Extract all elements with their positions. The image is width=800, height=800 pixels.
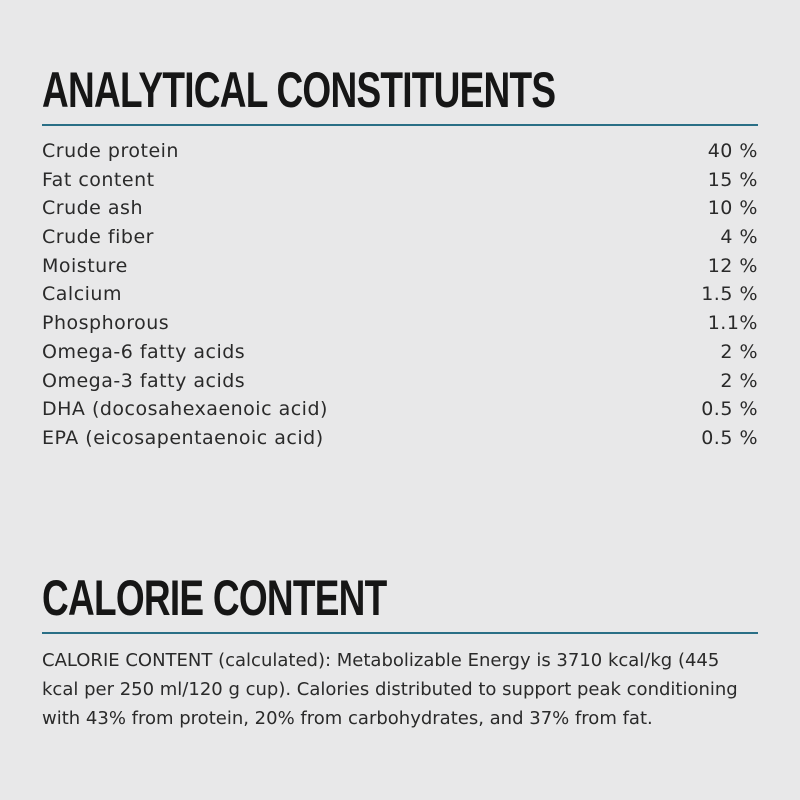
constituent-label: DHA (docosahexaenoic acid) [42,398,328,421]
table-row [42,140,758,169]
constituent-value: 2 % [720,369,758,392]
constituent-label: Calcium [42,283,122,306]
constituent-value: 15 % [707,168,758,191]
calorie-heading: CALORIE CONTENT [42,570,387,626]
constituent-value: 1.5 % [701,283,758,306]
calorie-divider [42,632,758,634]
table-row [42,398,758,427]
table-row [42,370,758,399]
constituent-label: Omega-3 fatty acids [42,369,246,392]
constituent-value: 4 % [720,226,758,249]
constituent-label: Crude fiber [42,226,154,249]
constituent-value: 1.1% [707,312,758,335]
constituent-label: Moisture [42,254,128,277]
table-row [42,169,758,198]
constituent-value: 2 % [720,340,758,363]
constituents-table [42,140,758,456]
analytical-heading: ANALYTICAL CONSTITUENTS [42,62,556,118]
constituent-value: 0.5 % [701,426,758,449]
constituent-label: EPA (eicosapentaenoic acid) [42,426,324,449]
table-row [42,283,758,312]
calorie-description: CALORIE CONTENT (calculated): Metabolizable Energy is 3710 kcal/kg (445 kcal per 250 ml/120 g cup). Calories distributed to support peak conditioning with 43% from protein, 20% from carbohydrates, and 37% from fat. [42,650,738,729]
table-row [42,255,758,284]
constituent-label: Omega-6 fatty acids [42,340,246,363]
table-row [42,197,758,226]
table-row [42,341,758,370]
table-row [42,427,758,456]
constituent-label: Fat content [42,168,155,191]
analytical-divider [42,124,758,126]
constituent-label: Crude ash [42,197,143,220]
constituent-value: 40 % [707,140,758,162]
table-row [42,312,758,341]
constituent-value: 10 % [707,197,758,220]
constituent-value: 0.5 % [701,398,758,421]
table-row [42,226,758,255]
calorie-content-section [42,568,758,733]
constituent-label: Crude protein [42,140,179,162]
analytical-constituents-section [42,60,758,456]
constituent-label: Phosphorous [42,312,170,335]
constituent-value: 12 % [707,254,758,277]
